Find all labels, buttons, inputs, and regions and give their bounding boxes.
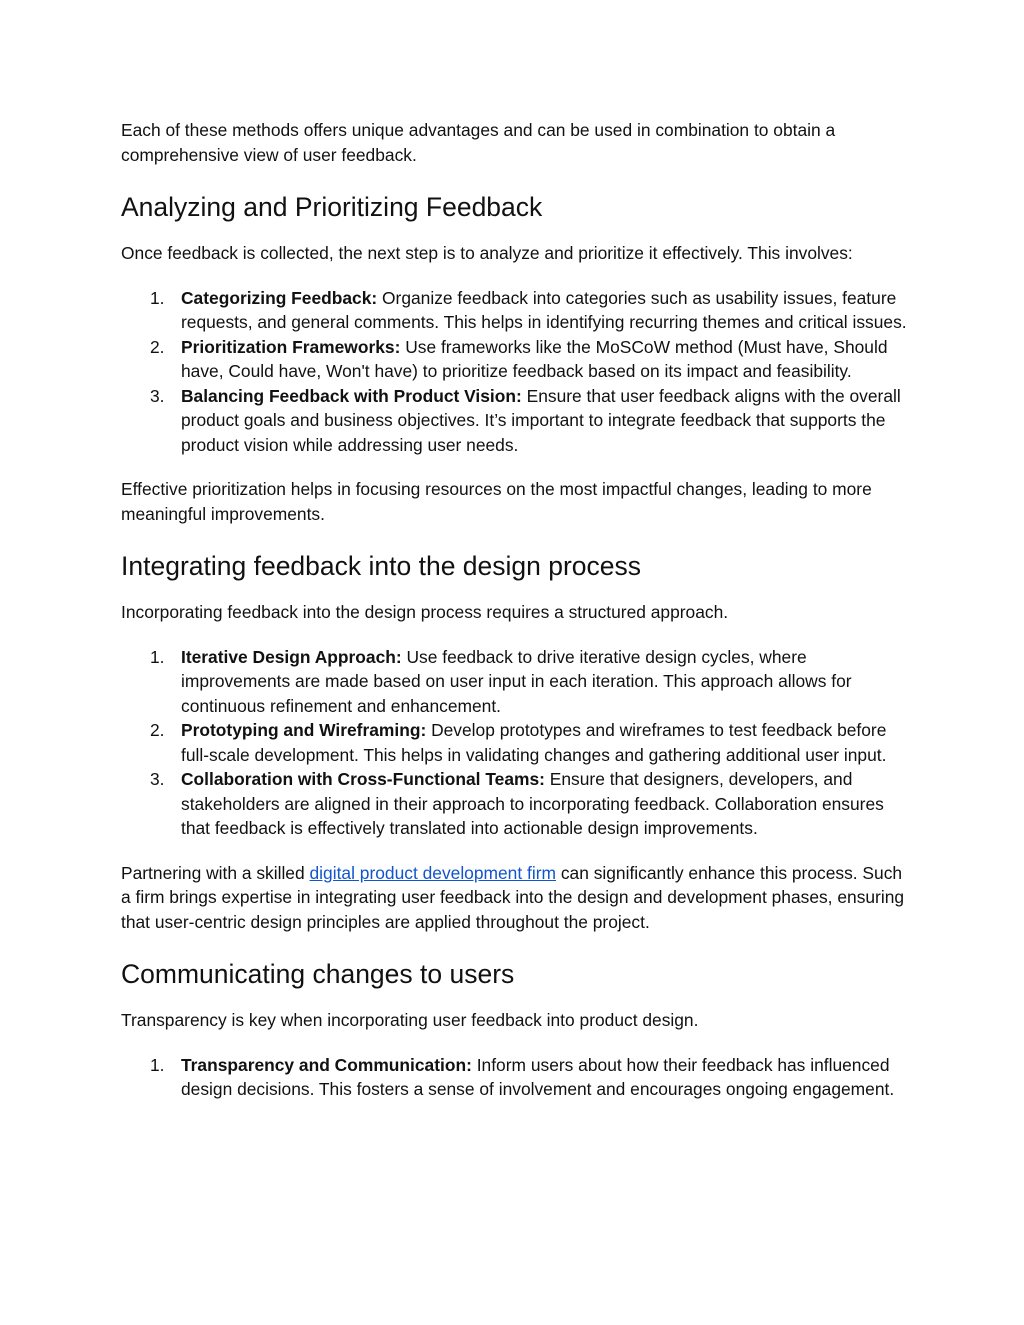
- section3-lead: Transparency is key when incorporating user feedback into product design.: [121, 1010, 699, 1030]
- list-item-text: Ensure that user feedback aligns with the overall product goals and business objectives. It’s important to integrate feedback that supports the product vision while addressing user needs.: [181, 385, 901, 455]
- list-item: [121, 286, 911, 335]
- list-item: [121, 767, 911, 841]
- list-item-title: Iterative Design Approach:: [181, 646, 402, 667]
- prioritization-list: [121, 286, 911, 458]
- section-heading-communicating: Communicating changes to users: [121, 959, 515, 989]
- list-item-title: Transparency and Communication:: [181, 1054, 472, 1075]
- list-item-title: Prioritization Frameworks:: [181, 336, 401, 357]
- communication-list: [121, 1053, 911, 1102]
- section2-closing: [121, 861, 911, 935]
- section2-lead: Incorporating feedback into the design process requires a structured approach.: [121, 602, 729, 622]
- list-item-text: Ensure that designers, developers, and stakeholders are aligned in their approach to incorporating feedback. Collaboration ensures that feedback is effectively translated into actionable design improvements.: [181, 769, 884, 838]
- list-item-title: Balancing Feedback with Product Vision:: [181, 385, 522, 406]
- list-item: [121, 335, 911, 384]
- list-item-text: Use frameworks like the MoSCoW method (Must have, Should have, Could have, Won't have) to prioritize feedback based on its impact and feasibility.: [181, 336, 888, 381]
- list-item-text: Use feedback to drive iterative design cycles, where improvements are made based on user input in each iteration. This approach allows for continuous refinement and enhancement.: [181, 646, 852, 716]
- list-number: 3.: [150, 385, 165, 406]
- list-number: 1.: [150, 287, 165, 308]
- section1-closing: Effective prioritization helps in focusing resources on the most impactful changes, leading to more meaningful improvements.: [121, 479, 872, 524]
- list-number: 1.: [150, 1054, 165, 1075]
- section-heading-integrating: Integrating feedback into the design process: [121, 551, 642, 581]
- list-item-text: Develop prototypes and wireframes to test feedback before full-scale development. This helps in validating changes and gathering additional user input.: [181, 720, 887, 765]
- digital-product-development-firm-link[interactable]: digital product development firm: [309, 862, 556, 883]
- intro-paragraph: Each of these methods offers unique advantages and can be used in combination to obtain a comprehensive view of user feedback.: [121, 120, 836, 165]
- section-heading-analyzing: Analyzing and Prioritizing Feedback: [121, 192, 543, 222]
- list-item-title: Categorizing Feedback:: [181, 287, 378, 308]
- closing-text-before: Partnering with a skilled: [121, 862, 310, 883]
- list-number: 2.: [150, 336, 165, 357]
- list-item: [121, 1053, 911, 1102]
- list-item: [121, 645, 911, 719]
- list-item-title: Prototyping and Wireframing:: [181, 720, 427, 740]
- document-page: [121, 118, 911, 1102]
- list-item-text: Organize feedback into categories such as usability issues, feature requests, and general comments. This helps in identifying recurring themes and critical issues.: [181, 287, 907, 332]
- list-item-title: Collaboration with Cross-Functional Teams:: [181, 769, 545, 789]
- list-item-text: Inform users about how their feedback has influenced design decisions. This fosters a sense of involvement and encourages ongoing engagement.: [181, 1054, 895, 1099]
- closing-text-after: can significantly enhance this process. Such a firm brings expertise in integrating user feedback into the design and development phases, ensuring that user-centric design principles are applied throughout the project.: [121, 862, 905, 932]
- list-number: 2.: [150, 720, 165, 740]
- list-number: 3.: [150, 769, 165, 789]
- list-item: [121, 384, 911, 458]
- section1-lead: Once feedback is collected, the next step is to analyze and prioritize it effectively. This involves:: [121, 243, 853, 263]
- integration-list: [121, 645, 911, 841]
- list-item: [121, 718, 911, 767]
- list-number: 1.: [150, 646, 165, 667]
